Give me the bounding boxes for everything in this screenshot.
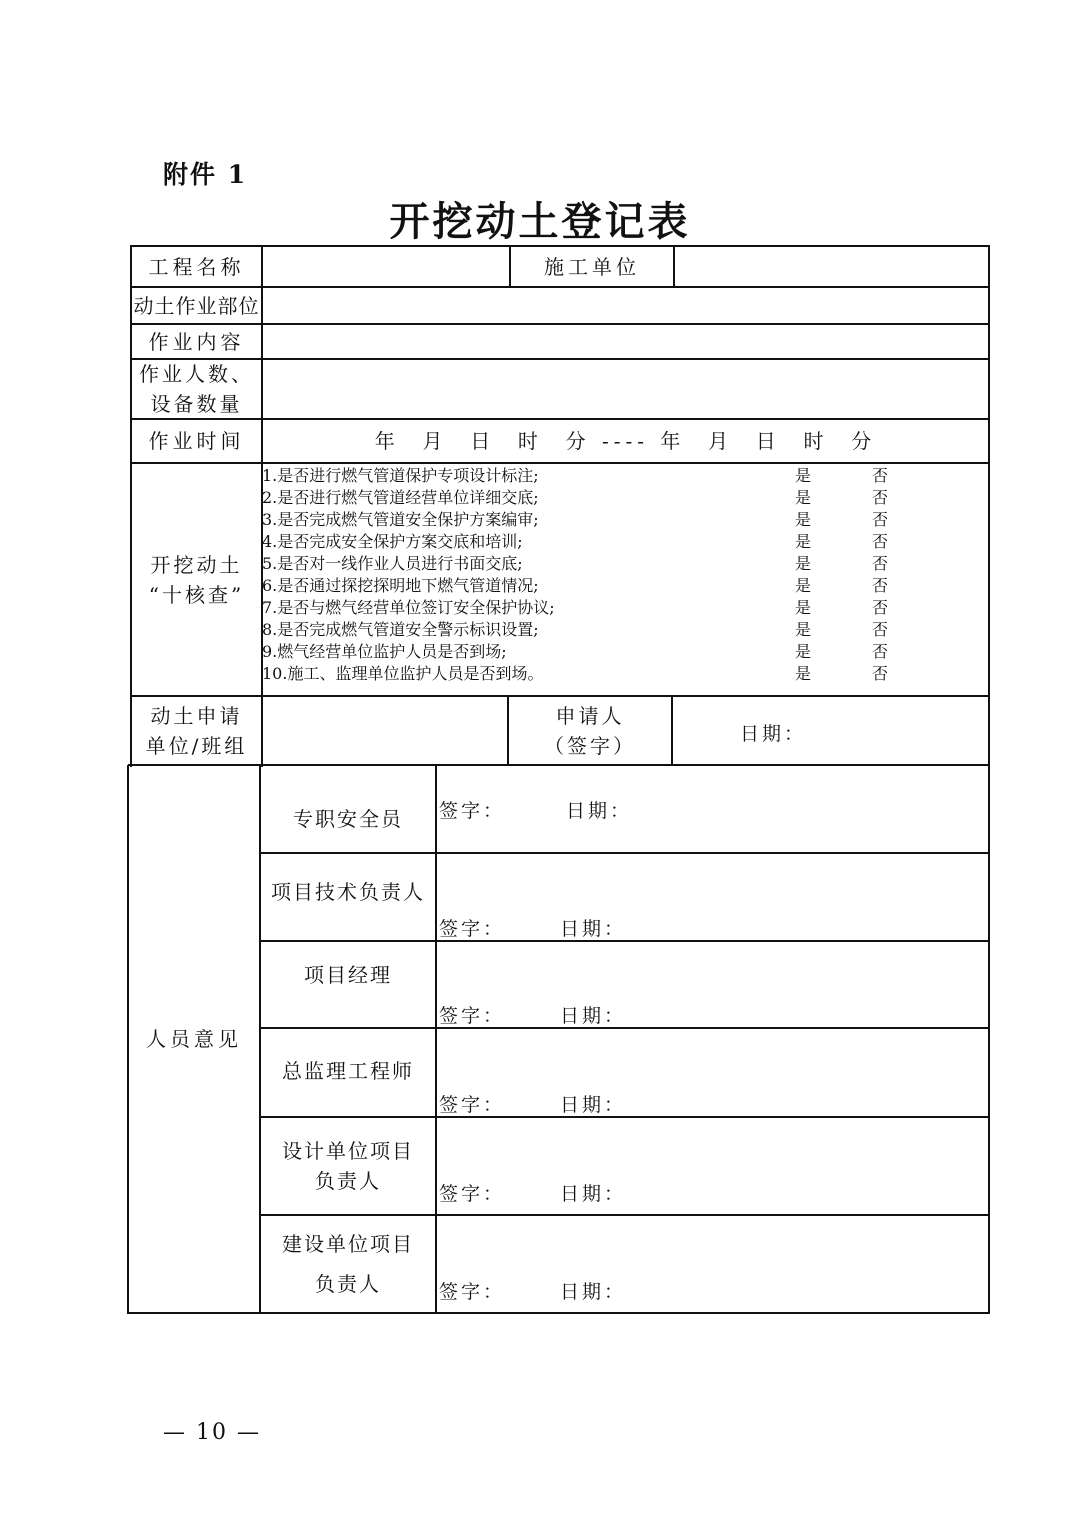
signature-label: 签字： xyxy=(439,1094,506,1116)
form-title: 开挖动土登记表 xyxy=(389,198,691,245)
check-yes-option[interactable]: 是 xyxy=(795,664,812,683)
check-no-option[interactable]: 否 xyxy=(872,642,889,661)
role-construction-unit-line1: 建设单位项目 xyxy=(282,1232,414,1256)
check-yes-option[interactable]: 是 xyxy=(795,466,812,485)
contractor-field[interactable] xyxy=(675,247,988,286)
check-no-option[interactable]: 否 xyxy=(872,576,889,595)
check-no-option[interactable]: 否 xyxy=(872,466,889,485)
ten-checks-label-line2: “十核查” xyxy=(148,582,245,607)
applicant-label-line2: （签字） xyxy=(544,733,636,758)
role-chief-supervisor: 总监理工程师 xyxy=(282,1058,414,1083)
date-label: 日期： xyxy=(560,1183,627,1205)
table-border-right xyxy=(988,245,990,1314)
check-item: 9.燃气经营单位监护人员是否到场; xyxy=(262,642,507,661)
role-construction-unit-lead xyxy=(261,1216,435,1312)
contractor-label: 施工单位 xyxy=(544,254,640,279)
date-label: 日期： xyxy=(560,918,627,940)
applicant-unit-label xyxy=(132,697,261,764)
work-time-field[interactable]: 年 月 日 时 分 ---- 年 月 日 时 分 xyxy=(374,429,877,453)
check-item: 3.是否完成燃气管道安全保护方案编审; xyxy=(262,510,539,529)
check-item: 1.是否进行燃气管道保护专项设计标注; xyxy=(262,466,539,485)
signature-label: 签字： xyxy=(439,800,506,822)
project-name-label: 工程名称 xyxy=(148,254,245,279)
check-yes-option[interactable]: 是 xyxy=(795,642,812,661)
ten-checks-label xyxy=(132,464,261,695)
check-no-option[interactable]: 否 xyxy=(872,620,889,639)
applicant-unit-label-line1: 动土申请 xyxy=(150,703,243,728)
check-item: 2.是否进行燃气管道经营单位详细交底; xyxy=(262,488,539,507)
ten-checks-label-line1: 开挖动土 xyxy=(150,552,243,577)
check-item: 10.施工、监理单位监护人员是否到场。 xyxy=(262,664,544,683)
date-label: 日期： xyxy=(560,1094,627,1116)
signature-label: 签字： xyxy=(439,1183,506,1205)
work-location-label: 动土作业部位 xyxy=(133,293,260,318)
role-design-unit-line1: 设计单位项目 xyxy=(282,1139,414,1163)
page-number: — 10 — xyxy=(163,1420,261,1445)
role-safety-officer: 专职安全员 xyxy=(293,807,403,831)
signature-label: 签字： xyxy=(439,1005,506,1027)
col-divider xyxy=(435,765,437,1314)
role-design-unit-lead xyxy=(261,1118,435,1214)
workers-equipment-label-line2: 设备数量 xyxy=(150,392,243,416)
applicant-unit-label-line2: 单位/班组 xyxy=(145,733,248,758)
table-border-bottom xyxy=(127,1312,990,1314)
work-location-field[interactable] xyxy=(263,288,988,323)
check-yes-option[interactable]: 是 xyxy=(795,510,812,529)
check-item: 6.是否通过探挖探明地下燃气管道情况; xyxy=(262,576,539,595)
check-yes-option[interactable]: 是 xyxy=(795,576,812,595)
check-yes-option[interactable]: 是 xyxy=(795,488,812,507)
workers-equipment-label-line1: 作业人数、 xyxy=(139,362,254,386)
workers-equipment-field[interactable] xyxy=(263,360,988,418)
work-content-field[interactable] xyxy=(263,325,988,358)
role-technical-lead: 项目技术负责人 xyxy=(271,880,425,904)
check-yes-option[interactable]: 是 xyxy=(795,620,812,639)
check-no-option[interactable]: 否 xyxy=(872,664,889,683)
check-yes-option[interactable]: 是 xyxy=(795,554,812,573)
applicant-label-line1: 申请人 xyxy=(555,703,625,728)
check-item: 5.是否对一线作业人员进行书面交底; xyxy=(262,554,523,573)
workers-equipment-label xyxy=(132,360,261,418)
check-no-option[interactable]: 否 xyxy=(872,510,889,529)
role-design-unit-line2: 负责人 xyxy=(315,1169,381,1193)
signature-label: 签字： xyxy=(439,1281,506,1303)
check-item: 4.是否完成安全保护方案交底和培训; xyxy=(262,532,523,551)
role-construction-unit-line2: 负责人 xyxy=(315,1272,381,1296)
applicant-signature-label xyxy=(509,697,671,764)
project-name-field[interactable] xyxy=(263,247,509,286)
work-content-label: 作业内容 xyxy=(148,329,245,354)
personnel-opinions-label: 人员意见 xyxy=(146,1027,242,1051)
date-label: 日期： xyxy=(560,1005,627,1027)
check-no-option[interactable]: 否 xyxy=(872,554,889,573)
check-no-option[interactable]: 否 xyxy=(872,532,889,551)
applicant-date-field[interactable] xyxy=(673,697,988,764)
work-time-label: 作业时间 xyxy=(148,429,245,453)
check-no-option[interactable]: 否 xyxy=(872,598,889,617)
check-item: 8.是否完成燃气管道安全警示标识设置; xyxy=(262,620,539,639)
applicant-unit-field[interactable] xyxy=(263,697,507,764)
check-item: 7.是否与燃气经营单位签订安全保护协议; xyxy=(262,598,555,617)
role-project-manager: 项目经理 xyxy=(304,962,392,987)
applicant-date-label: 日期： xyxy=(740,723,807,745)
check-yes-option[interactable]: 是 xyxy=(795,598,812,617)
check-no-option[interactable]: 否 xyxy=(872,488,889,507)
date-label: 日期： xyxy=(566,800,633,822)
check-yes-option[interactable]: 是 xyxy=(795,532,812,551)
signature-label: 签字： xyxy=(439,918,506,940)
attachment-label: 附件 1 xyxy=(163,160,248,189)
date-label: 日期： xyxy=(560,1281,627,1303)
